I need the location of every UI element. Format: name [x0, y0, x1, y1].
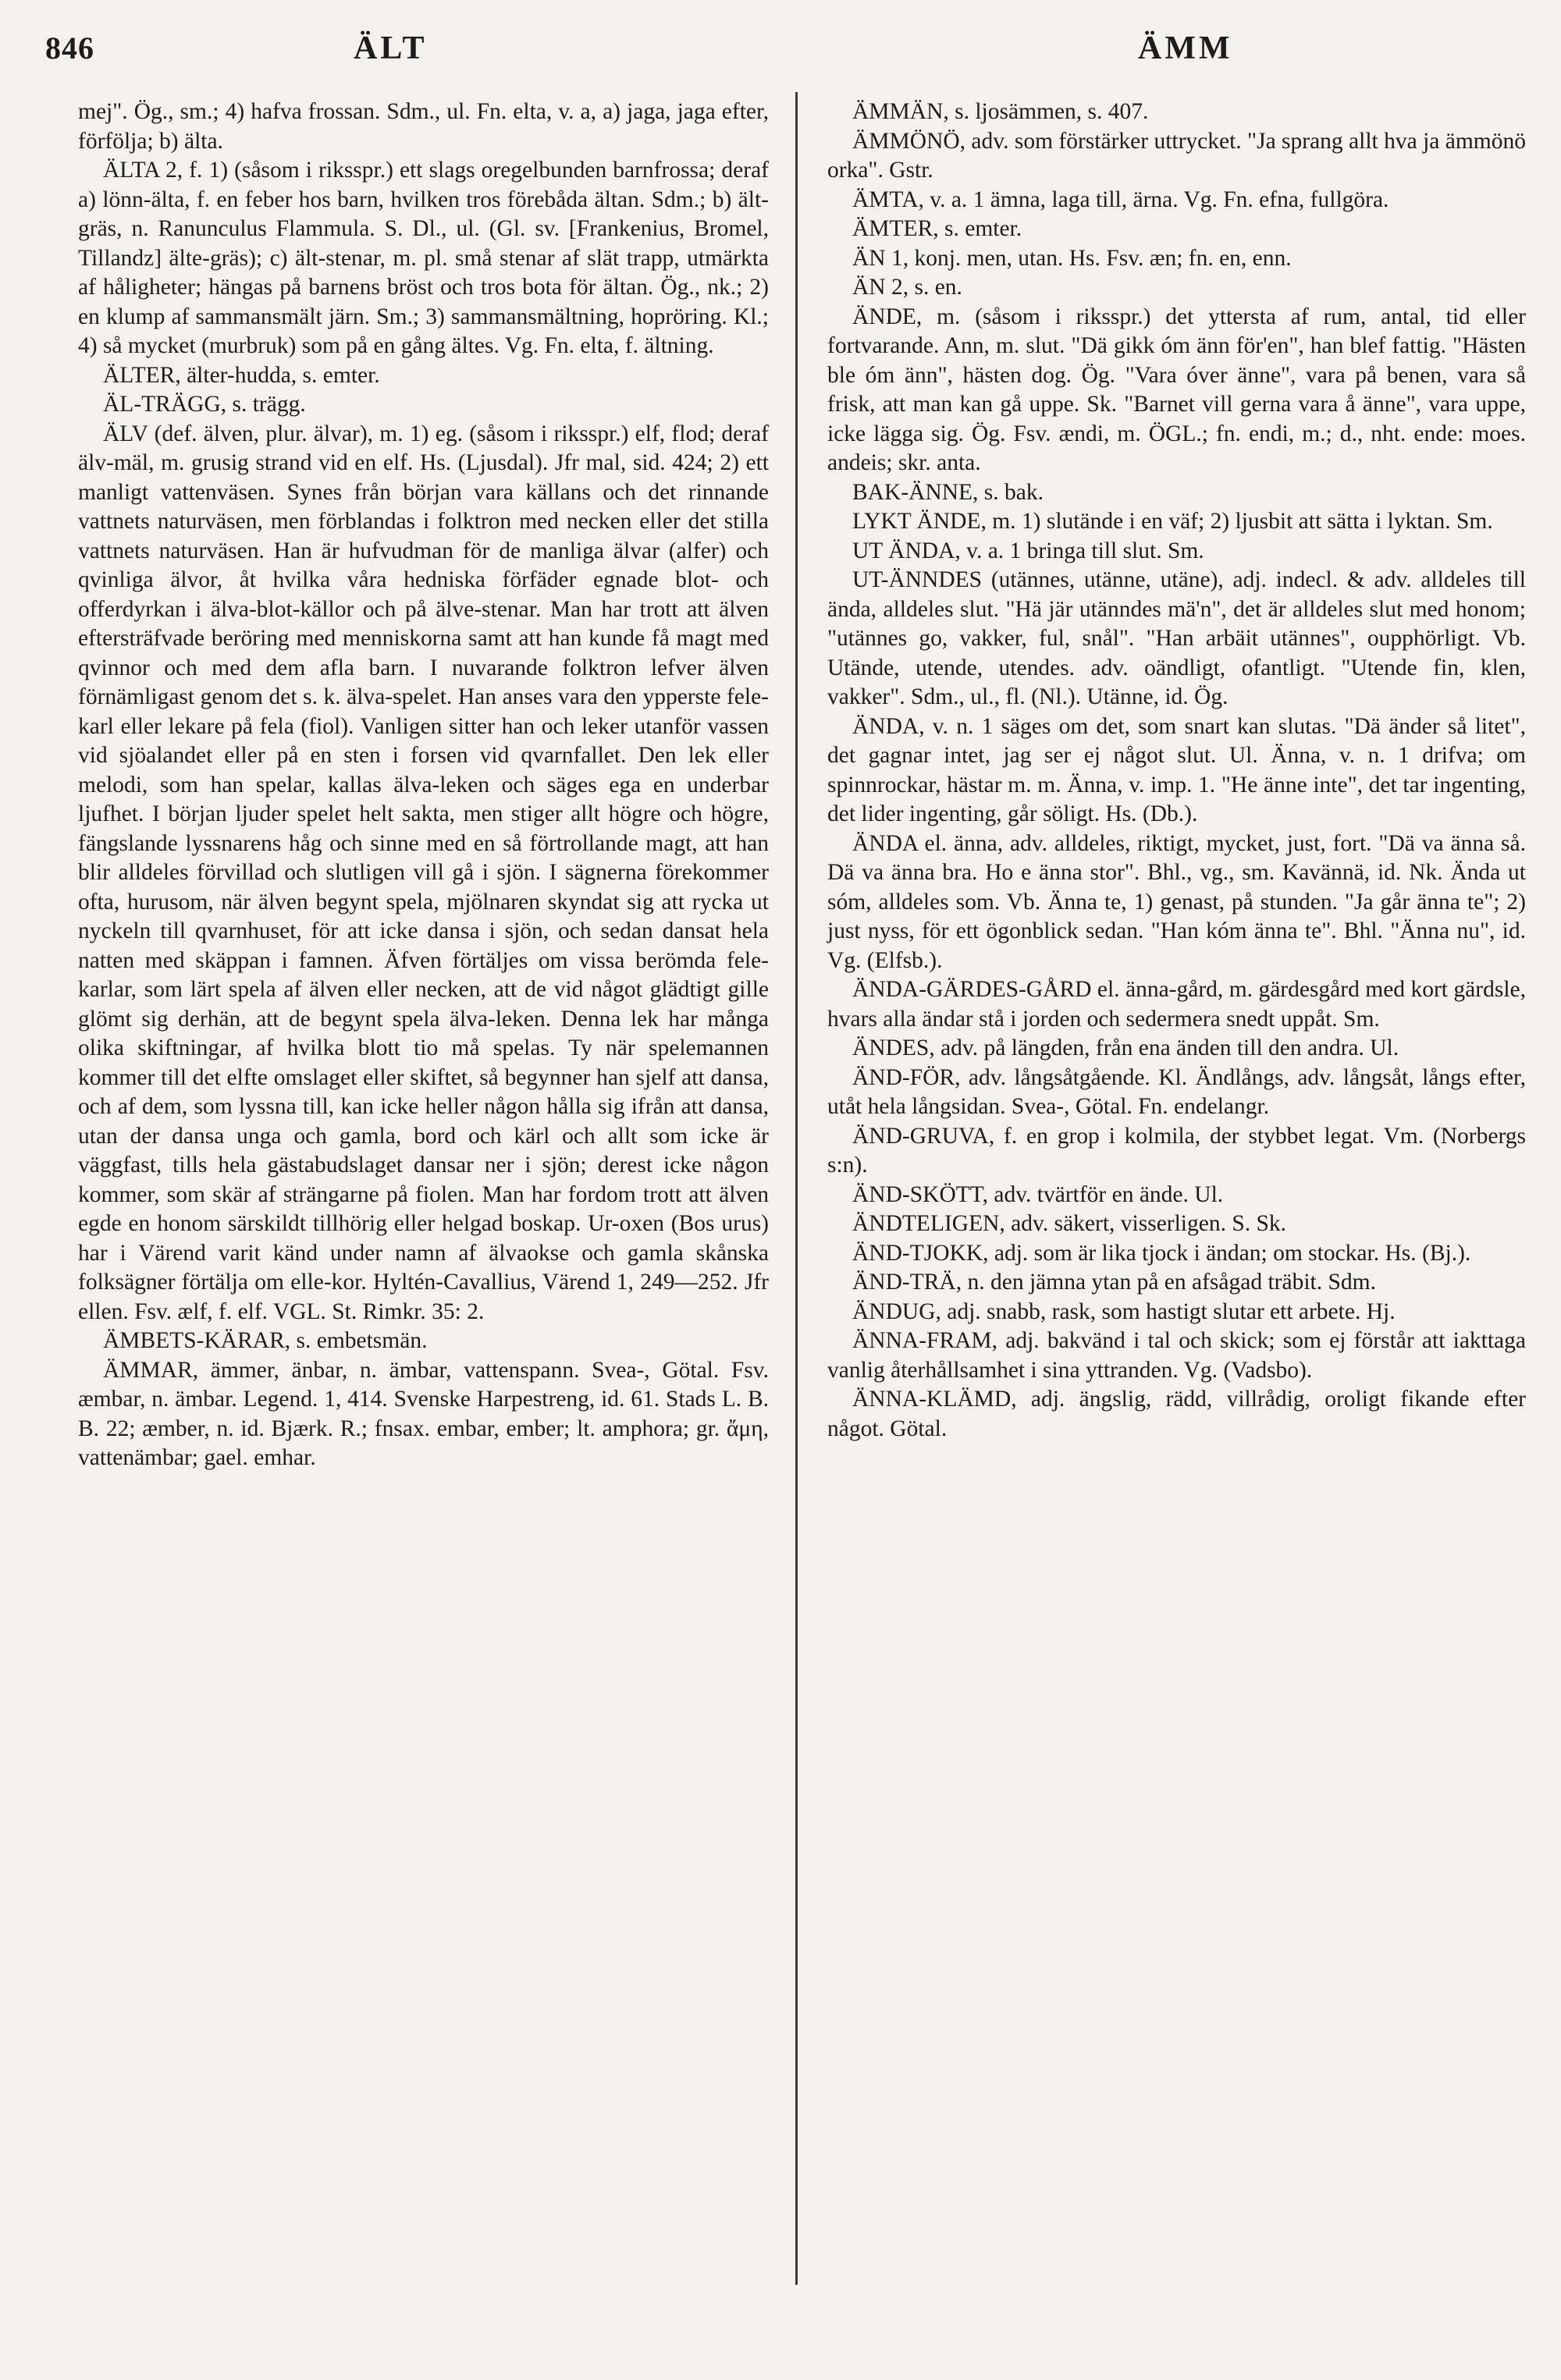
entry-text: ÄND-FÖR, adv. långsåtgående. Kl. Ändlångs, adv. långsåt, långs efter, utåt hela långsidan. Svea-, Götal. Fn. endelangr.: [827, 1064, 1526, 1119]
entry-text: ÄLTA 2, f. 1) (såsom i riksspr.) ett slags oregelbunden barnfrossa; deraf a) lönn-älta, f. en feber hos barn, hvilken tros förebåda ältan. Sdm.; b) ält-gräs, n. Ranunculus Flammula. S. Dl., ul. (Gl. sv. [Frankenius, Bromel, Tillandz] älte-gräs); c) ält-stenar, m. pl. små stenar af slät trapp, utmärkta af håligheter; hängas på barnens bröst och tros bota för ältan. Ög., nk.; 2) en klump af sammansmält järn. Sm.; 3) sammansmältning, hopröring. Kl.; 4) så mycket (murbruk) som på en gång ältes. Vg. Fn. elta, f. ältning.: [78, 158, 769, 358]
entry-text: ÄNDTELIGEN, adv. säkert, visserligen. S. Sk.: [852, 1211, 1287, 1236]
entry-text: ÄNDA-GÄRDES-GÅRD el. änna-gård, m. gärdesgård med kort gärdsle, hvars alla ändar stå i jorden och sedermera snedt uppåt. Sm.: [827, 977, 1526, 1032]
column-divider: [795, 92, 798, 2285]
entry-text: ÄND-SKÖTT, adv. tvärtför en ände. Ul.: [852, 1181, 1224, 1207]
entry-text: ÄNDES, adv. på längden, från ena änden till den andra. Ul.: [852, 1035, 1399, 1060]
entry-text: ÄNNA-KLÄMD, adj. ängslig, rädd, villrådig, oroligt fikande efter något. Götal.: [827, 1387, 1526, 1441]
entry-text: ÄNDUG, adj. snabb, rask, som hastigt slutar ett arbete. Hj.: [852, 1298, 1396, 1324]
entry-text: mej". Ög., sm.; 4) hafva frossan. Sdm., ul. Fn. elta, v. a, a) jaga, jaga efter, förfölja; b) älta.: [78, 99, 769, 154]
entry-text: UT-ÄNNDES (utännes, utänne, utäne), adj. indecl. & adv. alldeles till ända, alldeles slut. "Hä jär utänndes mä'n", det är alldeles slut med honom; "utännes go, vakker, ful, snål". "Han arbäit utännes", oupphörligt. Vb. Utände, utende, utendes. adv. oändligt, ofantligt. "Utende fin, klen, vakker". Sdm., ul., fl. (Nl.). Utänne, id. Ög.: [827, 567, 1526, 709]
page-header: [45, 30, 1514, 84]
right-column: [827, 98, 1526, 1444]
right-running-head: ÄMM: [1138, 30, 1233, 66]
entry-text: ÄMTER, s. emter.: [852, 216, 1022, 241]
entry-text: ÄNNA-FRAM, adj. bakvänd i tal och skick; som ej förstår att iakttaga vanlig återhållsamhet i sina yttranden. Vg. (Vadsbo).: [827, 1328, 1526, 1383]
entry-text: ÄN 2, s. en.: [852, 275, 962, 300]
entry-text: ÄMMAR, ämmer, änbar, n. ämbar, vattenspann. Svea-, Götal. Fsv. æmbar, n. ämbar. Legend. 1, 414. Svenske Harpestreng, id. 61. Stads L. B. B. 22; æmber, n. id. Bjærk. R.; fnsax. embar, ember; lt. amphora; gr. ἄμη, vattenämbar; gael. emhar.: [78, 1357, 769, 1470]
entry-text: BAK-ÄNNE, s. bak.: [852, 479, 1044, 505]
entry-text: ÄNDE, m. (såsom i riksspr.) det yttersta af rum, antal, tid eller fortvarande. Ann, m. slut. "Dä gikk óm änn för'en", han blef fattig. "Hästen ble óm änn", hästen dog. Ög. "Vara óver änne", vara på benen, vara så frisk, att man kan gå uppe. Sk. "Barnet vill gerna vara å änne", vara uppe, icke lägga sig. Ög. Fsv. ændi, m. ÖGL.; fn. endi, m.; d., nht. ende: moes. andeis; skr. anta.: [827, 304, 1526, 475]
left-running-head: ÄLT: [354, 30, 428, 66]
page-number: 846: [45, 30, 94, 66]
entry-text: ÄNDA el. änna, adv. alldeles, riktigt, mycket, just, fort. "Dä va änna så. Dä va änna bra. Ho e änna stor". Bhl., vg., sm. Kavännä, id. Nk. Ända ut sóm, alldeles som. Vb. Änna te, 1) genast, på stunden. "Ja går änna te"; 2) just nyss, för ett ögonblick sedan. "Han kóm änna te". Bhl. "Änna nu", id. Vg. (Elfsb.).: [827, 830, 1526, 973]
entry-text: ÄLV (def. älven, plur. älvar), m. 1) eg. (såsom i riksspr.) elf, flod; deraf älv-mäl, m. grusig strand vid en elf. Hs. (Ljusdal). Jfr mal, sid. 424; 2) ett manligt vattenväsen. Synes från början vara källans och det rinnande vattnets naturväsen, men förblandas i folktron med necken eller det stilla vattnets naturväsen. Han är hufvudman för de manliga älvar (alfer) och qvinliga älvor, åt hvilka våra hedniska förfäder egnade blot- och offerdyrkan i älva-blot-källor och på älve-stenar. Man har trott att älven eftersträfvade beröring med menniskorna samt att han kunde få magt med qvinnor och med dem afla barn. I nuvarande folktron lefver älven förnämligast genom det s. k. älva-spelet. Han anses vara den ypperste fele-karl eller lekare på fela (fiol). Vanligen sitter han och leker utanför vassen vid sjöalandet eller på en sten i forsen vid qvarnfallet. Den lek eller melodi, som han spelar, kallas älva-leken och säges ega en underbar ljufhet. I början ljuder spelet helt sakta, men stiger allt högre och högre, fängslande lyssnarens håg och sinne med en så förtrollande magt, att han blir alldeles förvillad och slutligen vill gå i sjön. I sägnerna förekommer ofta, hurusom, när älven begynt spela, mjölnaren skyndat sig att rycka ut nyckeln till qvarnhuset, för att icke dansa i sjön, och sedan dansat hela natten med skäppan i famnen. Äfven förtäljes om vissa berömda fele-karlar, som lärt spela af älven eller necken, att de vid något glädtigt gille glömt sig derhän, att de begynt spela älva-leken. Denna lek har många olika skiftningar, af hvilka blott tio må spelas. Ty när spelemannen kommer till det elfte omslaget eller skiftet, så begynner han sjelf att dansa, och af dem, som lyssna till, kan icke heller någon hålla sig ifrån att dansa, utan der dansa unga och gamla, bord och kärl och allt som icke är väggfast, tills hela gästabudslaget dansar ner i sjön; derest icke någon kommer, som skär af strängarne på fiolen. Man har fordom trott att älven egde en honom särskildt tillhörig eller helgad boskap. Ur-oxen (Bos urus) har i Värend varit känd under namn af älvaokse och gamla skånska folksägner förtälja om elle-kor. Hyltén-Cavallius, Värend 1, 249—252. Jfr ellen. Fsv. ælf, f. elf. VGL. St. Rimkr. 35: 2.: [78, 421, 769, 1324]
entry-text: ÄMMÖNÖ, adv. som förstärker uttrycket. "Ja sprang allt hva ja ämmönö orka". Gstr.: [827, 128, 1526, 183]
left-column: [78, 98, 769, 1473]
entry-text: ÄND-TRÄ, n. den jämna ytan på en afsågad träbit. Sdm.: [852, 1270, 1376, 1295]
entry-text: ÄLTER, älter-hudda, s. emter.: [103, 362, 380, 388]
entry-text: ÄL-TRÄGG, s. trägg.: [103, 392, 306, 417]
entry-text: ÄNDA, v. n. 1 säges om det, som snart kan slutas. "Dä änder så litet", det gagnar intet, jag ser ej något slut. Ul. Änna, v. n. 1 drifva; om spinnrockar, hästar m. m. Änna, v. imp. 1. "He änne inte", det tar ingenting, det lider ingenting, går söligt. Hs. (Db.).: [827, 713, 1526, 826]
entry-text: ÄN 1, konj. men, utan. Hs. Fsv. æn; fn. en, enn.: [852, 245, 1292, 271]
entry-text: LYKT ÄNDE, m. 1) slutände i en väf; 2) ljusbit att sätta i lyktan. Sm.: [852, 509, 1493, 534]
entry-text: ÄMBETS-KÄRAR, s. embetsmän.: [103, 1328, 428, 1353]
entry-text: ÄMMÄN, s. ljosämmen, s. 407.: [852, 99, 1149, 124]
entry-text: ÄMTA, v. a. 1 ämna, laga till, ärna. Vg. Fn. efna, fullgöra.: [852, 186, 1389, 212]
entry-text: ÄND-TJOKK, adj. som är lika tjock i ändan; om stockar. Hs. (Bj.).: [852, 1240, 1471, 1266]
entry-text: UT ÄNDA, v. a. 1 bringa till slut. Sm.: [852, 538, 1204, 563]
entry-text: ÄND-GRUVA, f. en grop i kolmila, der stybbet legat. Vm. (Norbergs s:n).: [827, 1123, 1526, 1178]
